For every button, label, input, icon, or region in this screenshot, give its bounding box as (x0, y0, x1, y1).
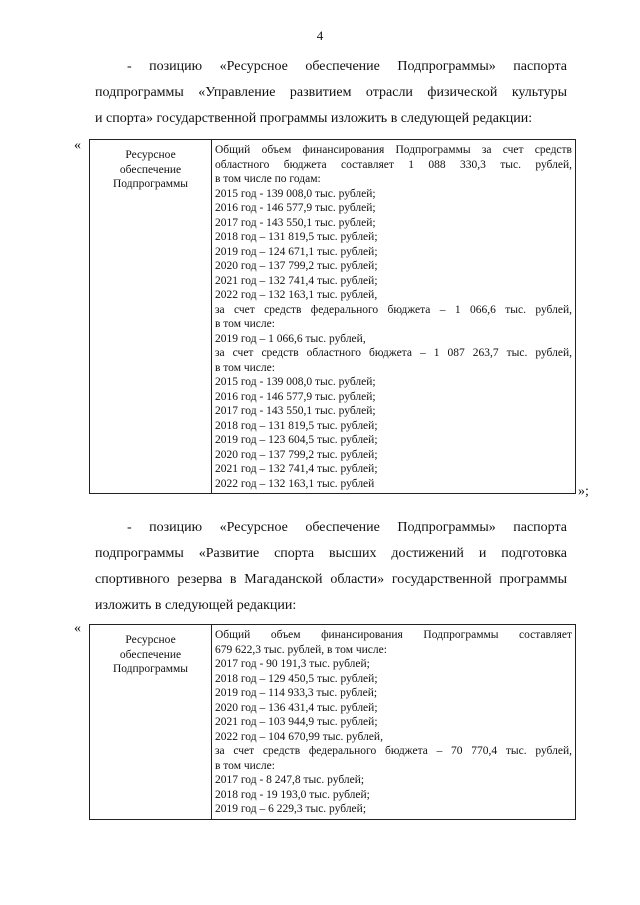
content-line: 2020 год – 137 799,2 тыс. рублей; (215, 448, 378, 461)
content-line: 2018 год – 131 819,5 тыс. рублей; (215, 231, 378, 243)
content-line: в том числе: (215, 361, 275, 374)
label-line: обеспечение (119, 163, 182, 176)
section1-close-quote: »; (578, 484, 589, 499)
section1-content-cell (212, 140, 576, 494)
content-line: 2020 год – 137 799,2 тыс. рублей; (215, 260, 378, 272)
content-line: 2016 год - 146 577,9 тыс. рублей; (215, 390, 376, 403)
section1-intro (95, 54, 567, 132)
section2-open-quote: « (74, 621, 81, 636)
content-line: 2016 год - 146 577,9 тыс. рублей; (215, 202, 376, 214)
section1-intro-line: и спорта» государственной программы изложить в следующей редакции: (95, 111, 533, 126)
content-line: Общий объем финансирования Подпрограммы за счет средств (215, 144, 572, 156)
section2-content-cell (212, 625, 576, 820)
content-line: за счет средств федерального бюджета – 70 770,4 тыс. рублей, (215, 745, 572, 757)
section2-intro-line: изложить в следующей редакции: (95, 598, 297, 613)
content-line: Общий объем финансирования Подпрограммы составляет (215, 629, 572, 641)
section2-intro-line: подпрограммы «Развитие спорта высших достижений и подготовка (95, 546, 567, 561)
content-line: 2017 год - 143 550,1 тыс. рублей; (215, 216, 376, 229)
section2-resource-table (89, 624, 576, 820)
content-line: 2021 год – 132 741,4 тыс. рублей; (215, 463, 378, 475)
label-line: Подпрограммы (112, 663, 189, 675)
content-line: 2021 год – 103 944,9 тыс. рублей; (215, 716, 378, 728)
content-line: 2015 год - 139 008,0 тыс. рублей; (215, 376, 376, 388)
table-row (90, 625, 576, 820)
section1-open-quote: « (74, 138, 81, 153)
content-line: 2022 год – 132 163,1 тыс. рублей, (215, 289, 378, 301)
content-line: 2022 год – 132 163,1 тыс. рублей (215, 477, 375, 490)
content-line: за счет средств областного бюджета – 1 087 263,7 тыс. рублей, (215, 347, 572, 359)
content-line: 2021 год – 132 741,4 тыс. рублей; (215, 274, 378, 287)
section2-label-cell (90, 625, 212, 820)
section2-intro (95, 515, 567, 619)
section1-intro-line: - позицию «Ресурсное обеспечение Подпрограммы» паспорта (127, 59, 567, 74)
content-line: 2018 год - 19 193,0 тыс. рублей; (215, 788, 370, 801)
content-line: областного бюджета составляет 1 088 330,3 тыс. рублей, (215, 158, 572, 171)
content-line: 2019 год – 124 671,1 тыс. рублей; (215, 245, 378, 258)
table-row (90, 140, 576, 494)
content-line: 2019 год – 6 229,3 тыс. рублей; (215, 803, 367, 815)
section2-intro-line: спортивного резерва в Магаданской области» государственной программы (95, 572, 567, 587)
content-line: 2017 год - 8 247,8 тыс. рублей; (215, 774, 365, 786)
content-line: 2015 год - 139 008,0 тыс. рублей; (215, 187, 376, 200)
content-line: в том числе: (215, 318, 275, 330)
label-line: Подпрограммы (112, 178, 189, 190)
content-line: 2018 год – 131 819,5 тыс. рублей; (215, 419, 378, 432)
section2-intro-line: - позицию «Ресурсное обеспечение Подпрограммы» паспорта (127, 520, 567, 535)
section1-resource-table (89, 139, 576, 494)
content-line: 2020 год – 136 431,4 тыс. рублей; (215, 701, 378, 714)
content-line: 2019 год – 1 066,6 тыс. рублей, (215, 332, 366, 345)
content-line: 679 622,3 тыс. рублей, в том числе: (215, 643, 387, 656)
content-line: 2017 год - 90 191,3 тыс. рублей; (215, 658, 370, 670)
label-line: обеспечение (119, 648, 182, 661)
page-number: 4 (316, 28, 324, 43)
section1-intro-line: подпрограммы «Управление развитием отрасли физической культуры (95, 85, 567, 100)
content-line: 2017 год - 143 550,1 тыс. рублей; (215, 405, 376, 417)
content-line: 2022 год – 104 670,99 тыс. рублей, (215, 730, 383, 743)
content-line: за счет средств федерального бюджета – 1 066,6 тыс. рублей, (215, 303, 572, 316)
content-line: 2019 год – 123 604,5 тыс. рублей; (215, 434, 378, 446)
content-line: 2018 год – 129 450,5 тыс. рублей; (215, 672, 378, 685)
section1-label-cell (90, 140, 212, 494)
label-line: Ресурсное (125, 634, 176, 646)
content-line: в том числе: (215, 759, 275, 772)
content-line: в том числе по годам: (215, 173, 321, 185)
content-line: 2019 год – 114 933,3 тыс. рублей; (215, 687, 378, 699)
label-line: Ресурсное (125, 149, 176, 161)
